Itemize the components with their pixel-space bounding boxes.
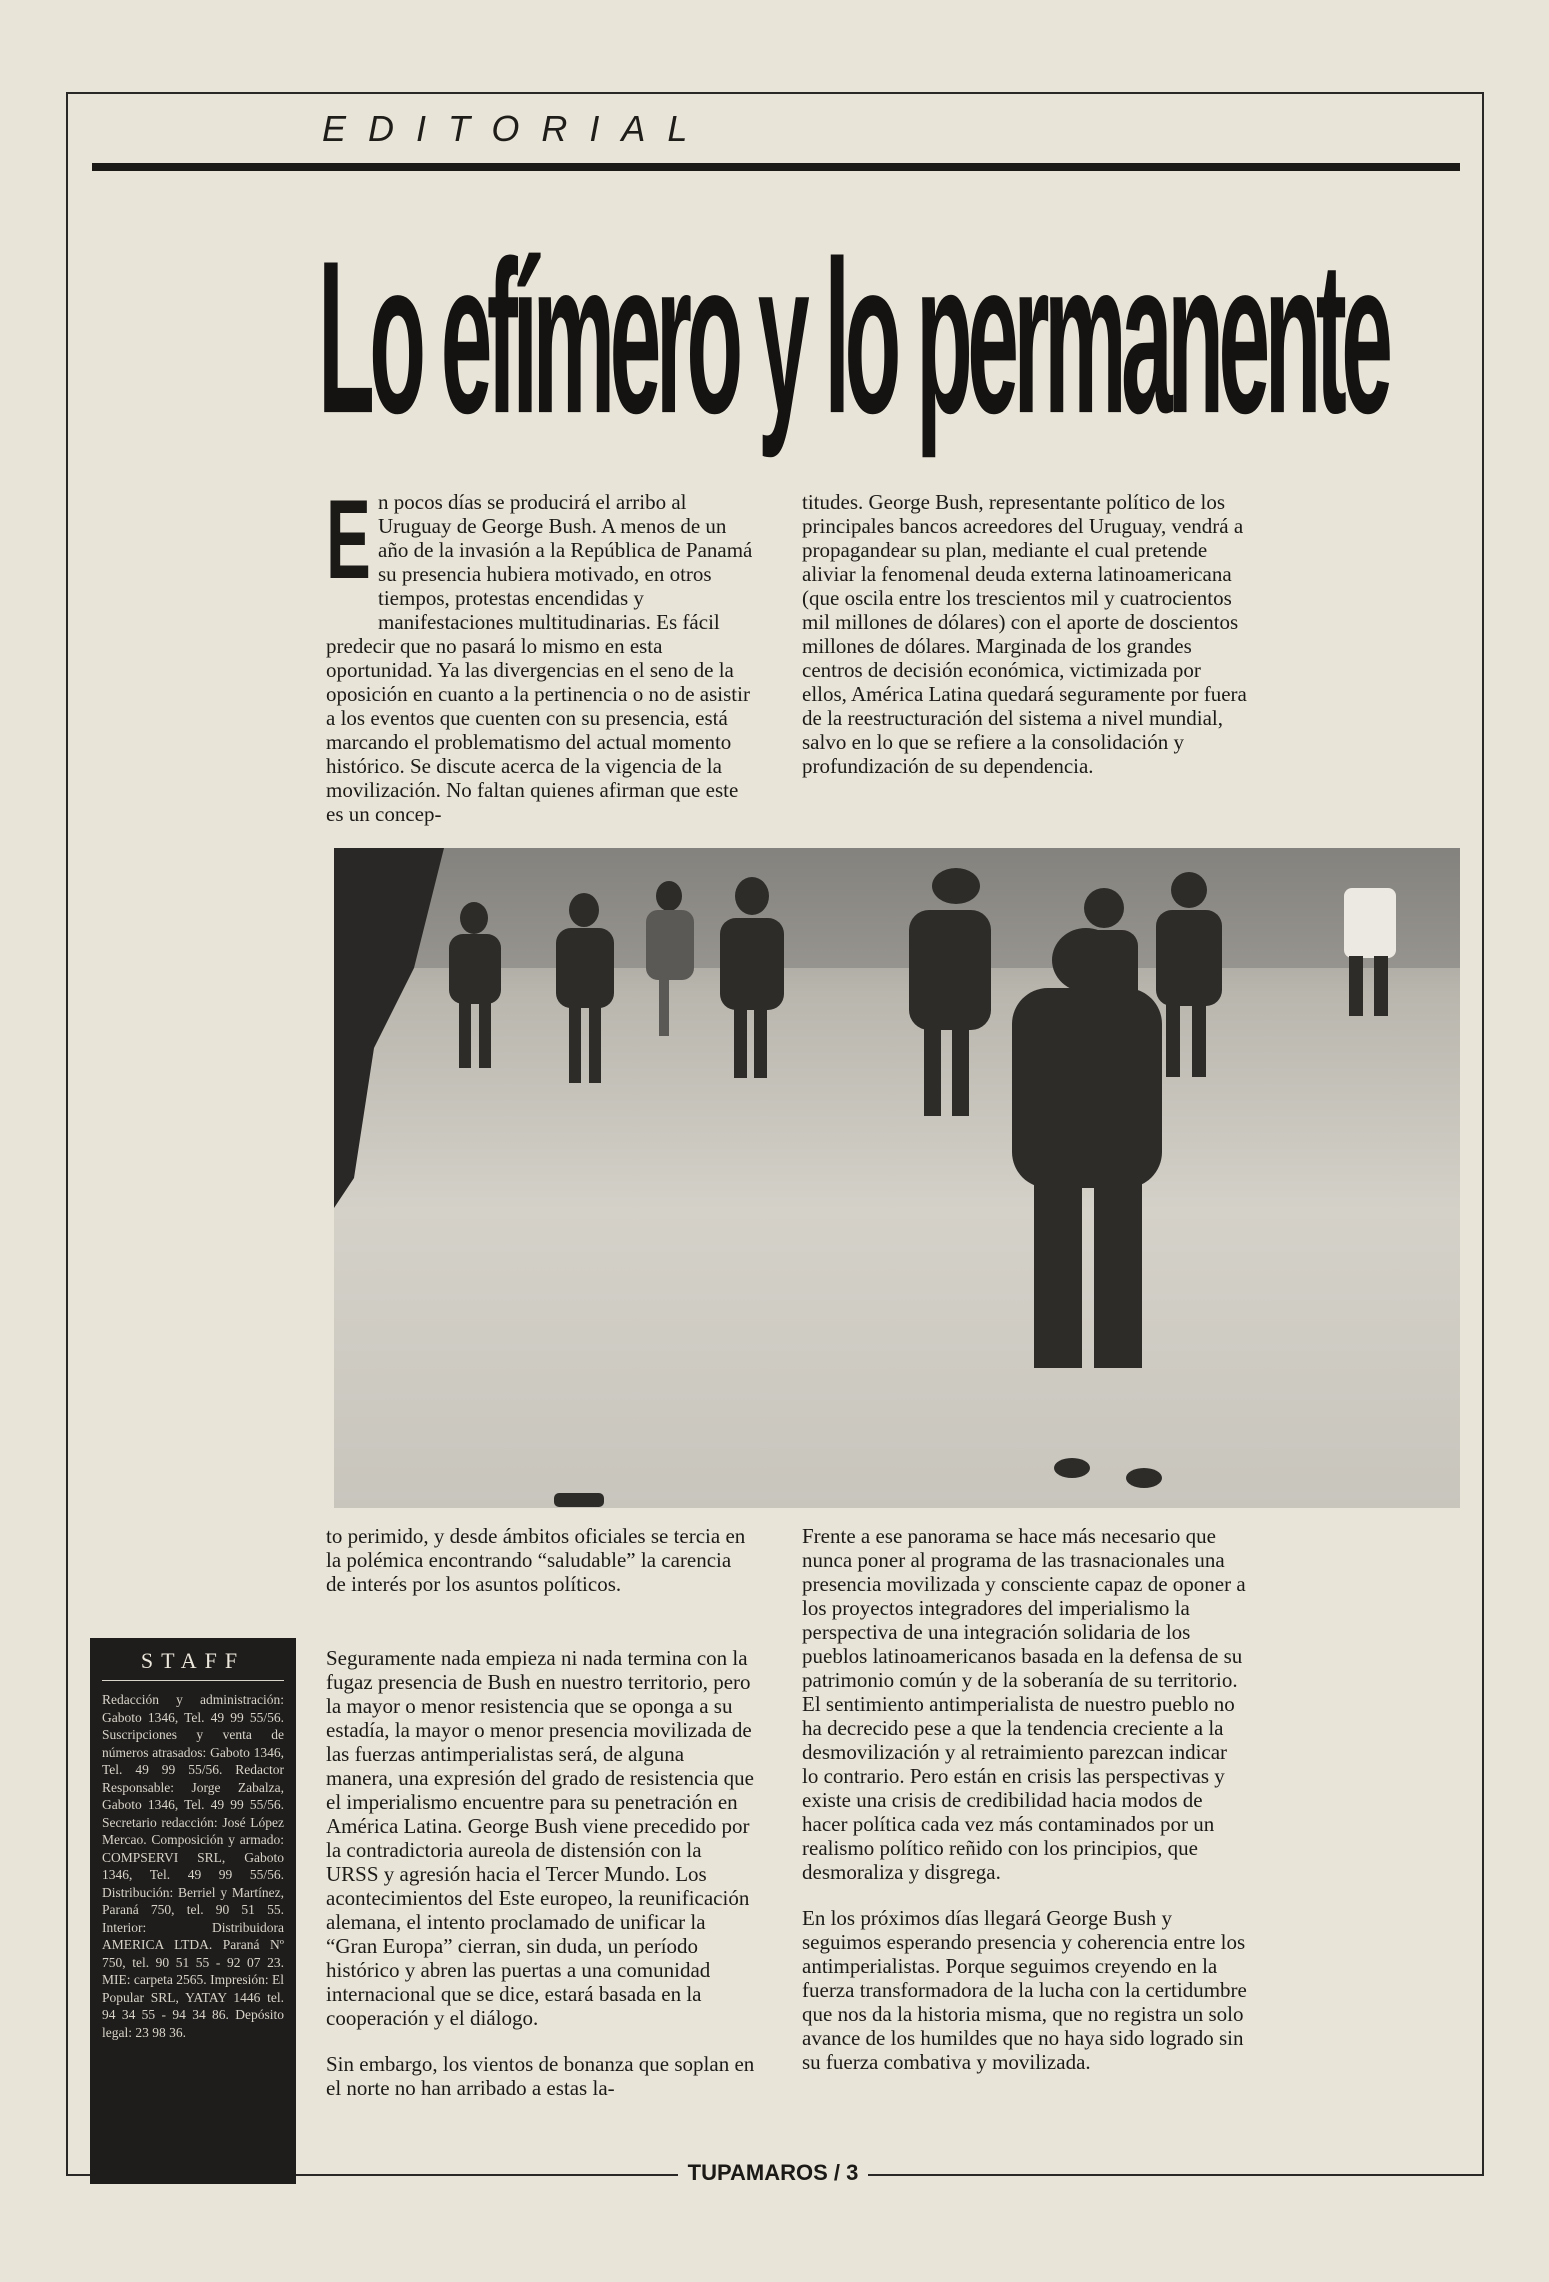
staff-title: STAFF [140,1648,246,1673]
article-col2-top [802,490,1248,800]
section-rule [92,163,1460,171]
footer-label: TUPAMAROS / 3 [678,2160,869,2185]
article-col1-top [326,477,756,826]
lead-text: n pocos días se producirá el arribo al Uruguay de George Bush. A menos de un año de la invasión a la República de Panamá su presencia hubiera motivado, en otros tiempos, protestas encendidas y manifestaciones multitudinarias. Es fácil predecir que no pasará lo mismo en esta oportunidad. Ya las divergencias en el seno de la oposición en cuanto a la pertinencia o no de asistir a los eventos que cuenten con su presencia, está marcando el problematismo del actual momento histórico. Se discute acerca de la vigencia de la movilización. No faltan quienes afirman que este es un concep- [326,490,753,826]
paragraph: to perimido, y desde ámbitos oficiales se tercia en la polémica encontrando “saludable” la carencia de interés por los asuntos políticos. [326,1524,746,1596]
staff-rule [102,1680,284,1681]
section-label: EDITORIAL [322,108,710,149]
paragraph: Seguramente nada empieza ni nada termina con la fugaz presencia de Bush en nuestro territorio, pero la mayor o menor resistencia que se oponga a su estadía, la mayor o menor presencia movilizada de las fuerzas antimperialistas será, de alguna manera, una expresión del grado de resistencia que el imperialismo encuentre para su penetración en América Latina. George Bush viene precedido por la contradictoria aureola de distensión con la URSS y agresión hacia el Tercer Mundo. Los acontecimientos del Este europeo, la reunificación alemana, el intento proclamado de unificar la “Gran Europa” cierran, sin duda, un período histórico y abren las puertas a una comunidad internacional que se dice, estará basada en la cooperación y el diálogo. [326,1646,754,2030]
staff-text: Redacción y administración: Gaboto 1346, Tel. 49 99 55/56. Suscripciones y venta de números atrasados: Gaboto 1346, Tel. 49 99 55/56. Redactor Responsable: Jorge Zabalza, Gaboto 1346, Tel. 49 99 55/56. Secretario redacción: José López Mercao. Composición y armado: COMPSERVI SRL, Gaboto 1346, Tel. 49 99 55/56. Distribución: Berriel y Martínez, Paraná 750, tel. 90 51 55. Interior: Distribuidora AMERICA LTDA. Paraná Nº 750, tel. 90 51 55 - 92 07 23. MIE: carpeta 2565. Impresión: El Popular SRL, YATAY 1446 tel. 94 34 55 - 94 34 86. Depósito legal: 23 98 36. [102,1692,284,2040]
paragraph: titudes. George Bush, representante político de los principales bancos acreedores del Uruguay, vendrá a propagandear su plan, mediante el cual pretende aliviar la fenomenal deuda externa latinoamericana (que oscila entre los trescientos mil y cuatrocientos mil millones de dólares) con el aporte de doscientos millones de dólares. Marginada de los grandes centros de decisión económica, victimizada por ellos, América Latina quedará seguramente por fuera de la reestructuración del sistema a nivel mundial, salvo en lo que se refiere a la consolidación y profundización de su dependencia. [802,490,1247,778]
article-col1-bottom-wrap [326,1646,756,2122]
article-col1-bottom [326,1524,756,1618]
article-col2-bottom [802,1524,1248,2096]
page-footer [66,2160,1480,2186]
lead-paragraph [326,477,756,826]
paragraph: Frente a ese panorama se hace más necesario que nunca poner al programa de las trasnacionales una presencia movilizada y consciente capaz de oponer a los proyectos integradores del imperialismo la perspectiva de una integración solidaria de los pueblos latinoamericanos basada en la defensa de su patrimonio común y de la soberanía de su territorio. El sentimiento antimperialista de nuestro pueblo no ha decrecido pese a que la tendencia creciente a la desmovilización y al retraimiento parezcan indicar lo contrario. Pero están en crisis las perspectivas y existe una crisis de credibilidad hacia modos de hacer política cada vez más contaminados por un realismo político reñido con los principios, que desmoraliza y disgrega. [802,1524,1246,1884]
soldiers-photo-illustration [334,848,1460,1508]
paragraph: En los próximos días llegará George Bush y seguimos esperando presencia y coherencia entre los antimperialistas. Porque seguimos creyendo en la fuerza transformadora de la lucha con la certidumbre que nos da la historia misma, que no registra un solo avance de los humildes que no haya sido logrado sin su fuerza combativa y movilizada. [802,1906,1247,2074]
headline: Lo efímero y lo permanente [318,214,1388,459]
paragraph: Sin embargo, los vientos de bonanza que soplan en el norte no han arribado a estas la- [326,2052,755,2100]
staff-box [90,1638,296,2184]
dropcap: E [326,477,371,602]
soldiers-photo [334,848,1460,1508]
